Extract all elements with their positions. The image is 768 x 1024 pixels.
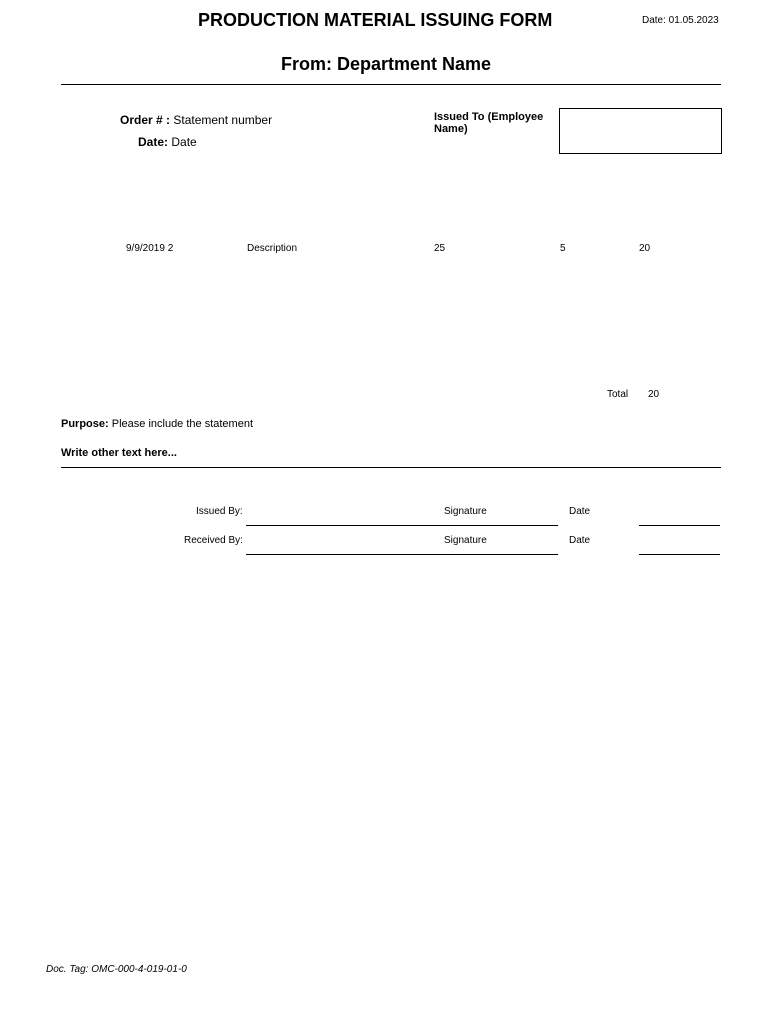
order-date-row (138, 135, 197, 149)
issued-to-box[interactable] (559, 108, 722, 154)
order-number-row (120, 113, 272, 127)
other-text: Write other text here... (61, 447, 177, 459)
purpose-row (61, 418, 253, 430)
item-returned: 5 (560, 243, 566, 254)
doc-tag: Doc. Tag: OMC-000-4-019-01-0 (46, 964, 187, 975)
order-number-label: Order # : (120, 113, 171, 127)
order-number-value: Statement number (173, 113, 273, 127)
issued-by-line[interactable] (246, 525, 558, 526)
form-title: PRODUCTION MATERIAL ISSUING FORM (198, 10, 553, 30)
received-by-line[interactable] (246, 554, 558, 555)
issued-date-label: Date (569, 506, 591, 517)
issued-signature-label: Signature (444, 506, 487, 517)
order-date-value: Date (171, 135, 197, 149)
note-divider (61, 467, 721, 468)
header-date: Date: 01.05.2023 (642, 15, 719, 26)
department-subtitle: From: Department Name (281, 54, 492, 74)
issued-date-line[interactable] (639, 525, 720, 526)
order-date-label: Date: (138, 135, 169, 149)
total-label: Total (607, 389, 629, 400)
item-qty: 25 (434, 243, 446, 254)
received-signature-label: Signature (444, 535, 487, 546)
received-by-label: Received By: (184, 535, 243, 546)
purpose-label: Purpose: (61, 418, 109, 430)
purpose-value: Please include the statement (111, 418, 254, 430)
item-description: Description (247, 243, 298, 254)
item-date-code: 9/9/2019 2 (126, 243, 174, 254)
received-date-line[interactable] (639, 554, 720, 555)
header-divider (61, 84, 721, 85)
item-net: 20 (639, 243, 651, 254)
received-date-label: Date (569, 535, 591, 546)
issued-by-label: Issued By: (196, 506, 243, 517)
issued-to-label: Issued To (Employee Name) (434, 111, 544, 135)
total-value: 20 (648, 389, 660, 400)
